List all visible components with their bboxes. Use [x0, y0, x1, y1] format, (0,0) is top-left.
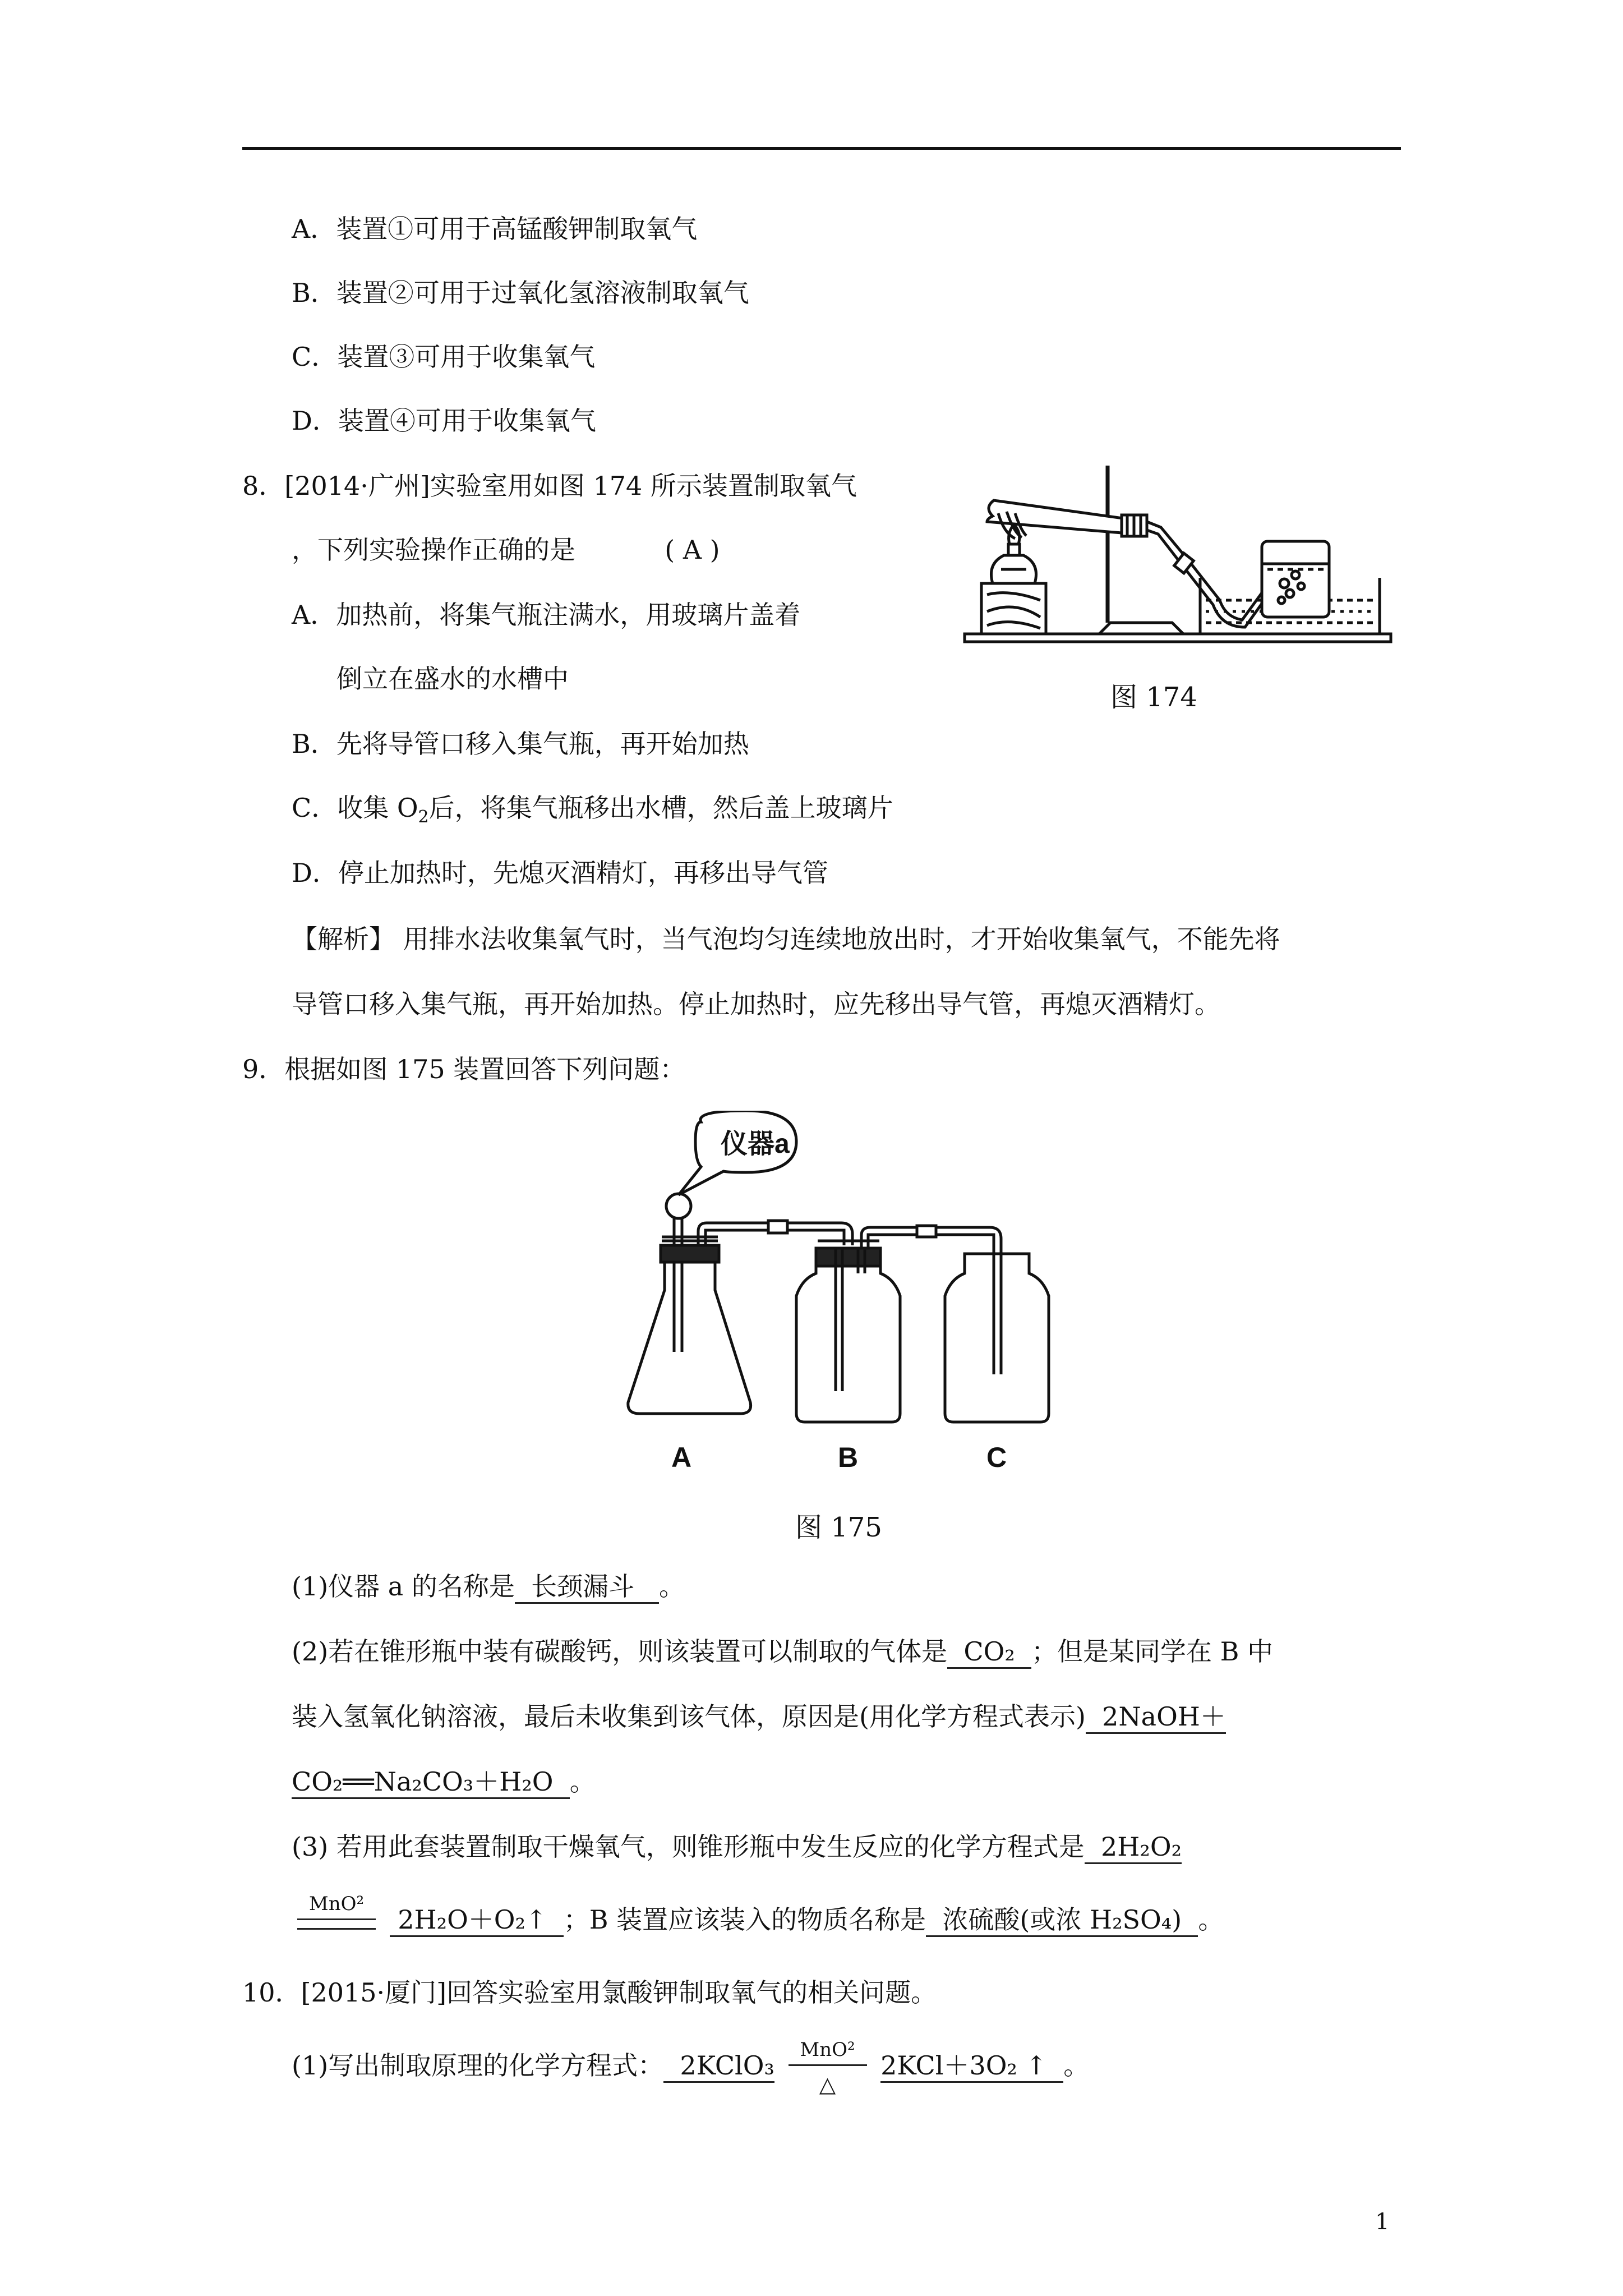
- q8-option-a-line2: 倒立在盛水的水槽中: [336, 664, 569, 694]
- q9-part3-equation-b: 2H₂O＋O₂↑: [390, 1904, 564, 1937]
- q8-option-b: B．先将导管口移入集气瓶，再开始加热: [292, 729, 749, 759]
- q9-part1: (1)仪器 a 的名称是 长颈漏斗 。: [292, 1570, 685, 1604]
- figure-174-apparatus: [953, 449, 1402, 668]
- q8-stem-1: 8．[2014·广州]实验室用如图 174 所示装置制取氧气: [242, 471, 857, 501]
- q9-part2-line2: 装入氢氧化钠溶液，最后未收集到该气体，原因是(用化学方程式表示) 2NaOH＋: [292, 1700, 1226, 1734]
- q8-analysis-line2: 导管口移入集气瓶，再开始加热。停止加热时，应先移出导气管，再熄灭酒精灯。: [292, 989, 1220, 1019]
- q9-part3-answer: 浓硫酸(或浓 H₂SO₄): [926, 1904, 1198, 1937]
- q8-option-a-line1: A．加热前，将集气瓶注满水，用玻璃片盖着: [292, 600, 801, 630]
- q10-part1-equation-a: 2KClO₃: [663, 2050, 774, 2083]
- label-c: C: [986, 1442, 1007, 1473]
- q8-option-d: D．停止加热时，先熄灭酒精灯，再移出导气管: [292, 858, 828, 888]
- q8-analysis-line1: 【解析】 用排水法收集氧气时，当气泡均匀连续地放出时，才开始收集氧气，不能先将: [292, 924, 1280, 954]
- q9-part3-equation-a: 2H₂O₂: [1085, 1831, 1182, 1864]
- label-a: A: [671, 1442, 692, 1473]
- label-b: B: [837, 1442, 859, 1473]
- q9-part2-equation-a: 2NaOH＋: [1086, 1701, 1226, 1734]
- q7-option-c: C．装置③可用于收集氧气: [292, 342, 596, 372]
- bubble-label: 仪器a: [721, 1129, 790, 1159]
- q7-option-a: A．装置①可用于高锰酸钾制取氧气: [292, 214, 698, 244]
- figure-175-caption: 图 175: [795, 1512, 882, 1543]
- q10-part1-condition: MnO² △: [783, 2051, 873, 2085]
- q8-stem-2: ，下列实验操作正确的是 ( A ): [292, 535, 720, 565]
- q9-part3-line1: (3) 若用此套装置制取干燥氧气，则锥形瓶中发生反应的化学方程式是 2H₂O₂: [292, 1830, 1182, 1864]
- q7-option-b: B．装置②可用于过氧化氢溶液制取氧气: [292, 278, 749, 308]
- q9-stem: 9．根据如图 175 装置回答下列问题：: [242, 1054, 686, 1084]
- figure-175-apparatus: [617, 1111, 1066, 1492]
- q9-part1-answer: 长颈漏斗: [515, 1571, 659, 1604]
- q8-option-c: C．收集 $O_2$后，将集气瓶移出水槽，然后盖上玻璃片: [292, 793, 893, 827]
- page-number: 1: [1375, 2209, 1390, 2235]
- header-rule: [242, 147, 1401, 150]
- q10-part1-equation-b: 2KCl＋3O₂ ↑: [880, 2050, 1063, 2083]
- q10-stem: 10．[2015·厦门]回答实验室用氯酸钾制取氧气的相关问题。: [242, 1977, 937, 2008]
- q9-part3-line2: MnO² 2H₂O＋O₂↑ ；B 装置应该装入的物质名称是 浓硫酸(或浓 H₂SO₄) 。: [292, 1903, 1224, 1939]
- q9-part2-line3: CO₂══Na₂CO₃＋H₂O 。: [292, 1765, 596, 1799]
- q9-part2-equation-b: CO₂══Na₂CO₃＋H₂O: [292, 1766, 570, 1799]
- figure-174-caption: 图 174: [1110, 682, 1197, 713]
- q9-part2-answer: CO₂: [947, 1636, 1031, 1669]
- q8-answer: ( A ): [665, 535, 720, 565]
- q10-part1: (1)写出制取原理的化学方程式： 2KClO₃ MnO² △ 2KCl＋3O₂ ↑ 。: [292, 2039, 1090, 2097]
- q9-part3-condition: MnO²: [292, 1905, 381, 1939]
- q9-part2-line1: (2)若在锥形瓶中装有碳酸钙，则该装置可以制取的气体是 CO₂ ；但是某同学在 B 中: [292, 1635, 1273, 1669]
- q7-option-d: D．装置④可用于收集氧气: [292, 406, 596, 436]
